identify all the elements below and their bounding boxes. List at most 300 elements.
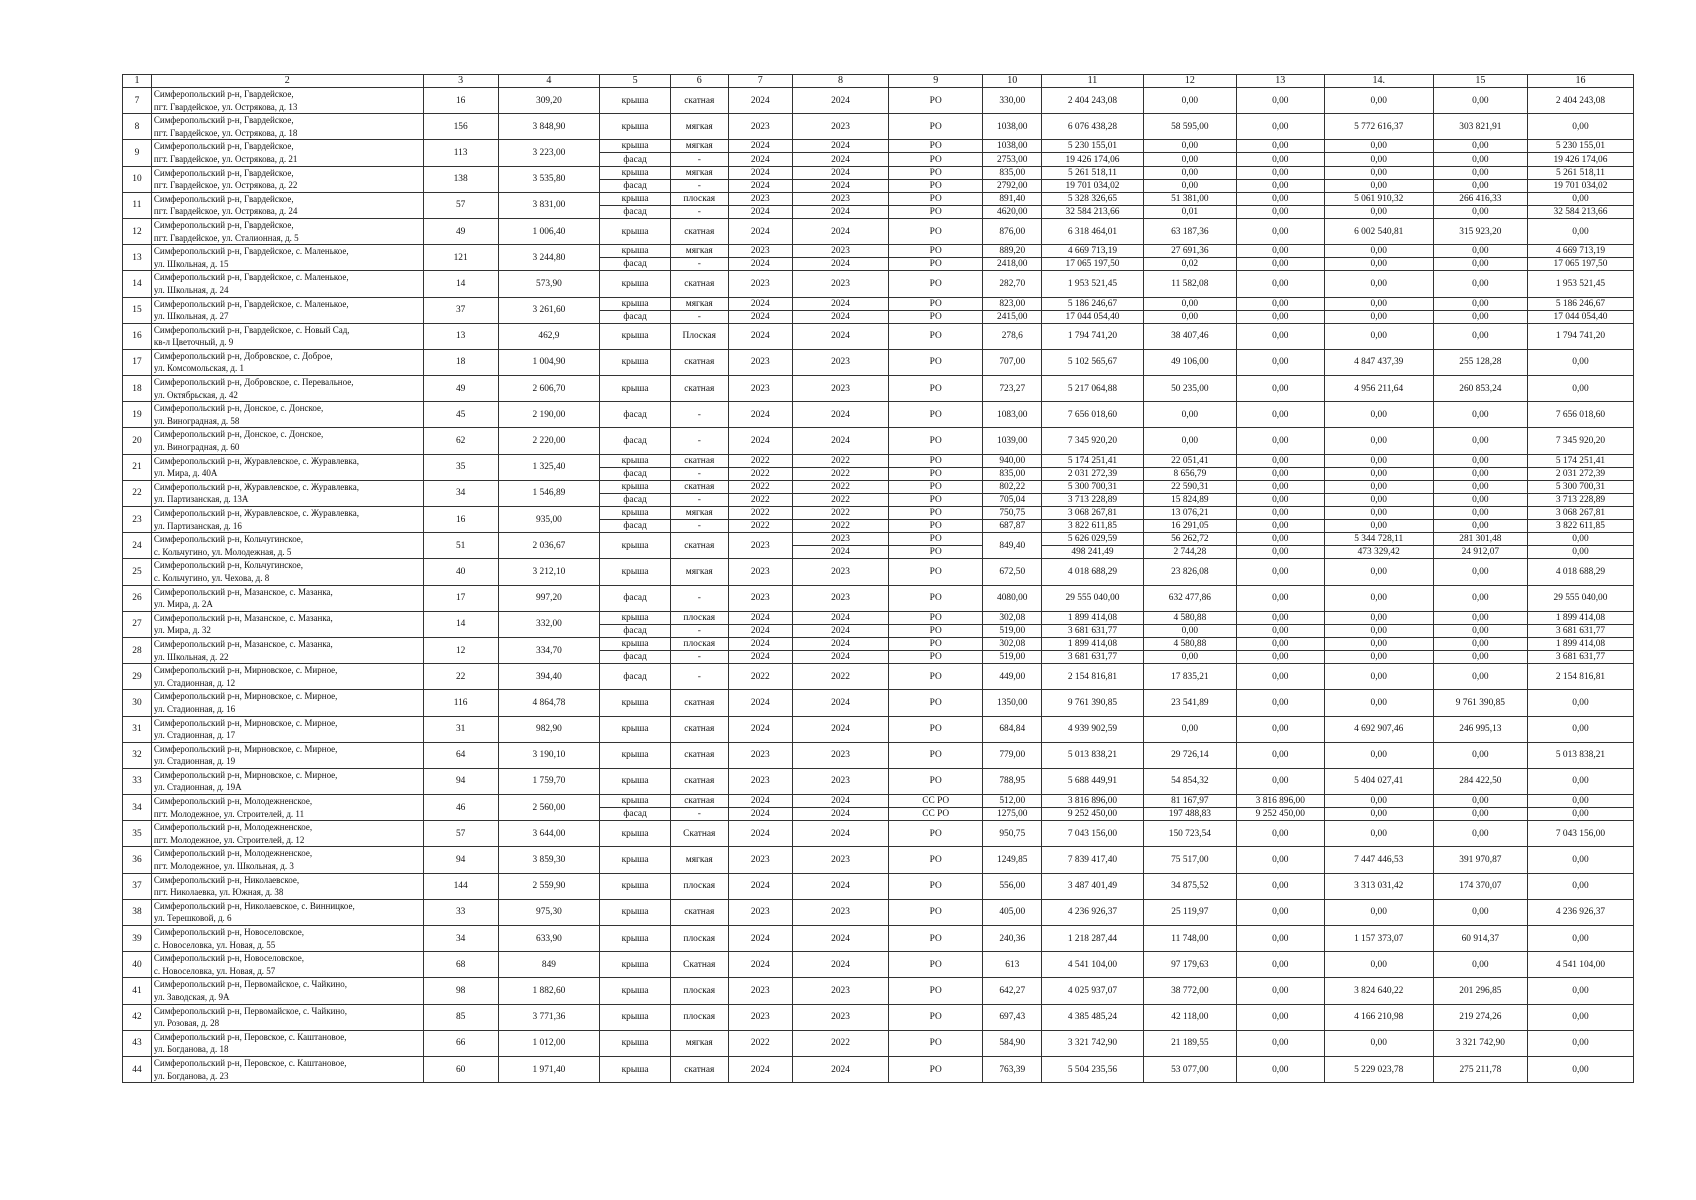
address-cell <box>151 664 423 690</box>
col14-amount: 5 229 023,78 <box>1324 1056 1433 1082</box>
work-year: 2023 <box>792 114 888 140</box>
work-year: 2024 <box>792 140 888 153</box>
col14-amount: 0,00 <box>1324 454 1433 467</box>
address-cell <box>151 454 423 480</box>
reserve-amount: 81 167,97 <box>1143 795 1236 808</box>
row-number: 28 <box>123 637 152 663</box>
column-number-1: 1 <box>123 75 152 88</box>
col14-amount: 0,00 <box>1324 664 1433 690</box>
work-year: 2023 <box>792 768 888 794</box>
total-cost: 19 701 034,02 <box>1042 179 1144 192</box>
col14-amount: 0,00 <box>1324 480 1433 493</box>
total-cost: 498 241,49 <box>1042 546 1144 559</box>
building-area: 3 535,80 <box>498 166 600 192</box>
col15-amount: 0,00 <box>1433 742 1527 768</box>
plan-year: 2024 <box>728 651 792 664</box>
total-cost: 3 822 611,85 <box>1042 520 1144 533</box>
col13-amount: 0,00 <box>1236 88 1324 114</box>
col13-amount: 0,00 <box>1236 611 1324 624</box>
col14-amount: 0,00 <box>1324 808 1433 821</box>
reserve-amount: 0,00 <box>1143 166 1236 179</box>
work-year: 2023 <box>792 376 888 402</box>
address-cell <box>151 768 423 794</box>
col16-amount: 7 345 920,20 <box>1527 428 1633 454</box>
table-row <box>123 637 1634 650</box>
plan-year: 2023 <box>728 1004 792 1030</box>
work-year: 2024 <box>792 323 888 349</box>
work-type: фасад <box>600 493 671 506</box>
work-type: крыша <box>600 926 671 952</box>
col16-amount: 5 300 700,31 <box>1527 480 1633 493</box>
work-type: фасад <box>600 310 671 323</box>
apartments-count: 62 <box>423 428 498 454</box>
col14-amount: 0,00 <box>1324 310 1433 323</box>
col16-amount: 0,00 <box>1527 114 1633 140</box>
total-cost: 3 681 631,77 <box>1042 651 1144 664</box>
area: 330,00 <box>983 88 1042 114</box>
col13-amount: 0,00 <box>1236 166 1324 179</box>
col13-amount: 0,00 <box>1236 454 1324 467</box>
apartments-count: 16 <box>423 88 498 114</box>
col16-amount: 0,00 <box>1527 978 1633 1004</box>
total-cost: 7 345 920,20 <box>1042 428 1144 454</box>
area: 2792,00 <box>983 179 1042 192</box>
address-cell <box>151 1004 423 1030</box>
area: 750,75 <box>983 507 1042 520</box>
apartments-count: 12 <box>423 637 498 663</box>
address-cell <box>151 1030 423 1056</box>
work-type: крыша <box>600 271 671 297</box>
col13-amount: 0,00 <box>1236 768 1324 794</box>
work-type: крыша <box>600 323 671 349</box>
work-type: крыша <box>600 140 671 153</box>
building-area: 935,00 <box>498 507 600 533</box>
col16-amount: 0,00 <box>1527 795 1633 808</box>
work-type: фасад <box>600 205 671 218</box>
apartments-count: 31 <box>423 716 498 742</box>
address-line: Симферопольский р-н, Гвардейское, <box>153 167 294 178</box>
col16-amount: 5 261 518,11 <box>1527 166 1633 179</box>
col14-amount: 0,00 <box>1324 520 1433 533</box>
fund-source: РО <box>889 873 983 899</box>
area: 449,00 <box>983 664 1042 690</box>
col16-amount: 2 154 816,81 <box>1527 664 1633 690</box>
plan-year: 2024 <box>728 402 792 428</box>
fund-source: РО <box>889 454 983 467</box>
col15-amount: 315 923,20 <box>1433 218 1527 244</box>
table-row <box>123 585 1634 611</box>
area: 684,84 <box>983 716 1042 742</box>
col14-amount: 0,00 <box>1324 690 1433 716</box>
col13-amount: 0,00 <box>1236 873 1324 899</box>
work-type: крыша <box>600 559 671 585</box>
table-row <box>123 323 1634 349</box>
total-cost: 3 816 896,00 <box>1042 795 1144 808</box>
apartments-count: 46 <box>423 795 498 821</box>
col13-amount: 0,00 <box>1236 1030 1324 1056</box>
work-type: фасад <box>600 428 671 454</box>
roof-type: - <box>670 493 728 506</box>
work-type: фасад <box>600 664 671 690</box>
col15-amount: 0,00 <box>1433 651 1527 664</box>
address-line: Симферопольский р-н, Первомайское, с. Чайкино, <box>153 979 347 990</box>
work-year: 2024 <box>792 205 888 218</box>
table-row <box>123 376 1634 402</box>
work-year: 2023 <box>792 1004 888 1030</box>
area: 823,00 <box>983 297 1042 310</box>
col13-amount: 0,00 <box>1236 716 1324 742</box>
roof-type: - <box>670 179 728 192</box>
col14-amount: 5 344 728,11 <box>1324 533 1433 546</box>
col16-amount: 0,00 <box>1527 1056 1633 1082</box>
col14-amount: 0,00 <box>1324 402 1433 428</box>
table-row <box>123 140 1634 153</box>
fund-source: РО <box>889 1004 983 1030</box>
reserve-amount: 22 051,41 <box>1143 454 1236 467</box>
address-line: Симферопольский р-н, Новоселовское, <box>153 953 305 964</box>
reserve-amount: 4 580,88 <box>1143 637 1236 650</box>
address-line: Симферопольский р-н, Мирновское, с. Мирное, <box>153 691 338 702</box>
column-number-4: 4 <box>498 75 600 88</box>
reserve-amount: 23 541,89 <box>1143 690 1236 716</box>
address-line: ул. Стадионная, д. 17 <box>153 730 236 741</box>
col15-amount: 281 301,48 <box>1433 533 1527 546</box>
building-area: 3 261,60 <box>498 297 600 323</box>
col15-amount: 0,00 <box>1433 821 1527 847</box>
col15-amount: 0,00 <box>1433 585 1527 611</box>
column-number-8: 8 <box>792 75 888 88</box>
total-cost: 5 688 449,91 <box>1042 768 1144 794</box>
building-area: 1 546,89 <box>498 480 600 506</box>
reserve-amount: 75 517,00 <box>1143 847 1236 873</box>
fund-source: РО <box>889 114 983 140</box>
plan-year: 2024 <box>728 926 792 952</box>
reserve-amount: 16 291,05 <box>1143 520 1236 533</box>
fund-source: РО <box>889 978 983 1004</box>
table-row <box>123 952 1634 978</box>
table-row <box>123 88 1634 114</box>
col15-amount: 0,00 <box>1433 507 1527 520</box>
reserve-amount: 49 106,00 <box>1143 349 1236 375</box>
area: 2415,00 <box>983 310 1042 323</box>
fund-source: РО <box>889 899 983 925</box>
plan-year: 2024 <box>728 179 792 192</box>
total-cost: 3 487 401,49 <box>1042 873 1144 899</box>
row-number: 34 <box>123 795 152 821</box>
area: 835,00 <box>983 166 1042 179</box>
table-row <box>123 690 1634 716</box>
area: 950,75 <box>983 821 1042 847</box>
work-year: 2024 <box>792 1056 888 1082</box>
total-cost: 7 656 018,60 <box>1042 402 1144 428</box>
work-type: крыша <box>600 166 671 179</box>
work-type: крыша <box>600 847 671 873</box>
address-line: Симферопольский р-н, Журавлевское, с. Журавлевка, <box>153 508 359 518</box>
work-type: крыша <box>600 349 671 375</box>
roof-type: мягкая <box>670 847 728 873</box>
reserve-amount: 0,00 <box>1143 310 1236 323</box>
address-line: Симферопольский р-н, Первомайское, с. Чайкино, <box>153 1005 347 1016</box>
col14-amount: 0,00 <box>1324 179 1433 192</box>
plan-year: 2023 <box>728 847 792 873</box>
work-year: 2023 <box>792 559 888 585</box>
col16-amount: 19 426 174,06 <box>1527 153 1633 166</box>
area: 849,40 <box>983 533 1042 559</box>
area: 876,00 <box>983 218 1042 244</box>
total-cost: 5 626 029,59 <box>1042 533 1144 546</box>
address-cell <box>151 978 423 1004</box>
address-cell <box>151 559 423 585</box>
table-row <box>123 1056 1634 1082</box>
address-cell <box>151 795 423 821</box>
plan-year: 2024 <box>728 218 792 244</box>
plan-year: 2024 <box>728 795 792 808</box>
reserve-amount: 0,02 <box>1143 258 1236 271</box>
plan-year: 2023 <box>728 114 792 140</box>
col13-amount: 0,00 <box>1236 192 1324 205</box>
roof-type: скатная <box>670 533 728 559</box>
address-cell <box>151 166 423 192</box>
work-type: фасад <box>600 624 671 637</box>
col16-amount: 1 953 521,45 <box>1527 271 1633 297</box>
table-row <box>123 1030 1634 1056</box>
total-cost: 7 839 417,40 <box>1042 847 1144 873</box>
col14-amount: 0,00 <box>1324 624 1433 637</box>
row-number: 42 <box>123 1004 152 1030</box>
plan-year: 2024 <box>728 952 792 978</box>
col13-amount: 0,00 <box>1236 218 1324 244</box>
fund-source: РО <box>889 611 983 624</box>
total-cost: 4 541 104,00 <box>1042 952 1144 978</box>
col16-amount: 17 044 054,40 <box>1527 310 1633 323</box>
address-line: с. Новоселовка, ул. Новая, д. 55 <box>153 939 276 950</box>
area: 1039,00 <box>983 428 1042 454</box>
col13-amount: 0,00 <box>1236 952 1324 978</box>
address-cell <box>151 690 423 716</box>
apartments-count: 18 <box>423 349 498 375</box>
address-line: Симферопольский р-н, Гвардейское, с. Маленькое, <box>153 272 349 283</box>
plan-year: 2024 <box>728 205 792 218</box>
row-number: 38 <box>123 899 152 925</box>
work-type: фасад <box>600 651 671 664</box>
reserve-amount: 2 744,28 <box>1143 546 1236 559</box>
work-type: крыша <box>600 297 671 310</box>
fund-source: РО <box>889 624 983 637</box>
col13-amount: 0,00 <box>1236 533 1324 546</box>
apartments-count: 85 <box>423 1004 498 1030</box>
roof-type: плоская <box>670 873 728 899</box>
table-row <box>123 926 1634 952</box>
apartments-count: 116 <box>423 690 498 716</box>
work-type: фасад <box>600 153 671 166</box>
fund-source: РО <box>889 258 983 271</box>
roof-type: мягкая <box>670 1030 728 1056</box>
reserve-amount: 25 119,97 <box>1143 899 1236 925</box>
apartments-count: 57 <box>423 192 498 218</box>
col14-amount: 0,00 <box>1324 153 1433 166</box>
address-line: ул. Школьная, д. 22 <box>153 651 229 662</box>
total-cost: 3 681 631,77 <box>1042 624 1144 637</box>
fund-source: РО <box>889 533 983 546</box>
roof-type: мягкая <box>670 297 728 310</box>
row-number: 44 <box>123 1056 152 1082</box>
building-area: 3 644,00 <box>498 821 600 847</box>
fund-source: РО <box>889 847 983 873</box>
total-cost: 4 939 902,59 <box>1042 716 1144 742</box>
work-year: 2024 <box>792 297 888 310</box>
column-number-13: 13 <box>1236 75 1324 88</box>
total-cost: 5 013 838,21 <box>1042 742 1144 768</box>
address-cell <box>151 376 423 402</box>
roof-type: - <box>670 651 728 664</box>
col16-amount: 0,00 <box>1527 1030 1633 1056</box>
row-number: 11 <box>123 192 152 218</box>
col15-amount: 0,00 <box>1433 323 1527 349</box>
fund-source: РО <box>889 88 983 114</box>
plan-year: 2023 <box>728 559 792 585</box>
address-cell <box>151 847 423 873</box>
table-row <box>123 899 1634 925</box>
plan-year: 2024 <box>728 637 792 650</box>
address-line: пгт. Гвардейское, ул. Острякова, д. 13 <box>153 101 298 112</box>
col16-amount: 0,00 <box>1527 716 1633 742</box>
address-cell <box>151 349 423 375</box>
building-area: 3 848,90 <box>498 114 600 140</box>
plan-year: 2023 <box>728 349 792 375</box>
plan-year: 2023 <box>728 192 792 205</box>
total-cost: 6 076 438,28 <box>1042 114 1144 140</box>
address-cell <box>151 637 423 663</box>
apartments-count: 121 <box>423 245 498 271</box>
roof-type: мягкая <box>670 166 728 179</box>
row-number: 35 <box>123 821 152 847</box>
address-line: пгт. Гвардейское, ул. Острякова, д. 24 <box>153 206 298 217</box>
roof-type: - <box>670 205 728 218</box>
col14-amount: 0,00 <box>1324 245 1433 258</box>
reserve-amount: 34 875,52 <box>1143 873 1236 899</box>
total-cost: 3 068 267,81 <box>1042 507 1144 520</box>
work-year: 2023 <box>792 192 888 205</box>
col13-amount: 0,00 <box>1236 153 1324 166</box>
address-line: пгт. Молодежное, ул. Строителей, д. 11 <box>153 808 305 819</box>
roof-type: мягкая <box>670 559 728 585</box>
apartments-count: 22 <box>423 664 498 690</box>
fund-source: РО <box>889 467 983 480</box>
plan-year: 2023 <box>728 533 792 559</box>
table-row <box>123 873 1634 899</box>
work-type: крыша <box>600 192 671 205</box>
address-line: пгт. Молодежное, ул. Строителей, д. 12 <box>153 834 305 845</box>
col14-amount: 0,00 <box>1324 88 1433 114</box>
area: 723,27 <box>983 376 1042 402</box>
roof-type: плоская <box>670 192 728 205</box>
address-cell <box>151 323 423 349</box>
fund-source: РО <box>889 349 983 375</box>
reserve-amount: 38 407,46 <box>1143 323 1236 349</box>
area: 891,40 <box>983 192 1042 205</box>
address-line: Симферопольский р-н, Донское, с. Донское, <box>153 429 324 440</box>
address-line: ул. Школьная, д. 24 <box>153 284 229 295</box>
area: 405,00 <box>983 899 1042 925</box>
address-line: ул. Виноградная, д. 60 <box>153 442 240 453</box>
address-line: Симферопольский р-н, Мирновское, с. Мирное, <box>153 665 338 676</box>
reserve-amount: 17 835,21 <box>1143 664 1236 690</box>
row-number: 43 <box>123 1030 152 1056</box>
total-cost: 5 217 064,88 <box>1042 376 1144 402</box>
work-year: 2023 <box>792 585 888 611</box>
col13-amount: 0,00 <box>1236 507 1324 520</box>
work-type: крыша <box>600 873 671 899</box>
building-area: 2 036,67 <box>498 533 600 559</box>
fund-source: РО <box>889 376 983 402</box>
fund-source: РО <box>889 520 983 533</box>
reserve-amount: 42 118,00 <box>1143 1004 1236 1030</box>
address-line: ул. Школьная, д. 15 <box>153 258 229 269</box>
plan-year: 2023 <box>728 376 792 402</box>
fund-source: РО <box>889 716 983 742</box>
work-year: 2024 <box>792 179 888 192</box>
col16-amount: 7 043 156,00 <box>1527 821 1633 847</box>
address-line: ул. Партизанская, д. 13А <box>153 494 249 505</box>
col15-amount: 0,00 <box>1433 140 1527 153</box>
work-type: крыша <box>600 507 671 520</box>
col14-amount: 5 061 910,32 <box>1324 192 1433 205</box>
total-cost: 32 584 213,66 <box>1042 205 1144 218</box>
total-cost: 3 321 742,90 <box>1042 1030 1144 1056</box>
col14-amount: 0,00 <box>1324 952 1433 978</box>
building-area: 1 325,40 <box>498 454 600 480</box>
plan-year: 2023 <box>728 978 792 1004</box>
plan-year: 2024 <box>728 624 792 637</box>
address-line: ул. Партизанская, д. 16 <box>153 520 242 531</box>
work-type: крыша <box>600 245 671 258</box>
address-line: Симферопольский р-н, Кольчугинское, <box>153 560 304 571</box>
column-number-9: 9 <box>889 75 983 88</box>
col15-amount: 60 914,37 <box>1433 926 1527 952</box>
row-number: 8 <box>123 114 152 140</box>
area: 672,50 <box>983 559 1042 585</box>
apartments-count: 57 <box>423 821 498 847</box>
col14-amount: 0,00 <box>1324 428 1433 454</box>
building-area: 849 <box>498 952 600 978</box>
address-line: Симферопольский р-н, Гвардейское, с. Маленькое, <box>153 246 349 257</box>
row-number: 12 <box>123 218 152 244</box>
table-row <box>123 480 1634 493</box>
col15-amount: 0,00 <box>1433 899 1527 925</box>
address-line: Симферопольский р-н, Николаевское, <box>153 874 300 885</box>
fund-source: РО <box>889 297 983 310</box>
roof-type: - <box>670 402 728 428</box>
work-type: крыша <box>600 978 671 1004</box>
work-type: фасад <box>600 402 671 428</box>
plan-year: 2024 <box>728 821 792 847</box>
total-cost: 1 899 414,08 <box>1042 611 1144 624</box>
building-area: 462,9 <box>498 323 600 349</box>
col16-amount: 3 681 631,77 <box>1527 624 1633 637</box>
total-cost: 4 236 926,37 <box>1042 899 1144 925</box>
address-cell <box>151 926 423 952</box>
fund-source: РО <box>889 651 983 664</box>
plan-year: 2024 <box>728 323 792 349</box>
fund-source: РО <box>889 310 983 323</box>
total-cost: 1 953 521,45 <box>1042 271 1144 297</box>
address-cell <box>151 533 423 559</box>
work-type: крыша <box>600 899 671 925</box>
building-area: 633,90 <box>498 926 600 952</box>
col15-amount: 275 211,78 <box>1433 1056 1527 1082</box>
building-area: 4 864,78 <box>498 690 600 716</box>
address-line: Симферопольский р-н, Гвардейское, с. Маленькое, <box>153 298 349 309</box>
